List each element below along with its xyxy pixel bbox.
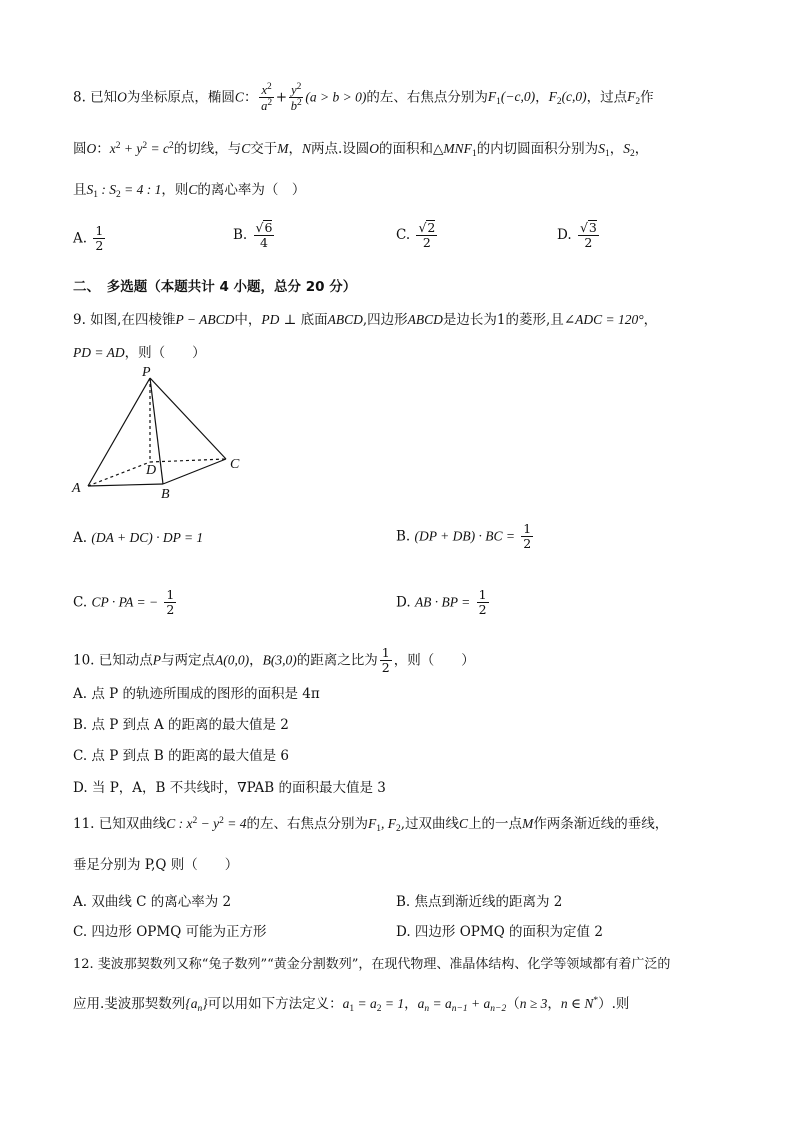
fraction: $\frac{1}{2}$	[166, 587, 175, 618]
edge-bc	[163, 459, 226, 484]
q9-option-a[interactable]	[73, 530, 203, 546]
fraction: $\frac{1}{2}$	[478, 587, 487, 618]
label-c: C	[230, 457, 240, 472]
q8-text: 的面积和	[379, 141, 434, 157]
q10-text: 的距离之比为	[296, 652, 378, 669]
q9-text: ,四边形	[362, 312, 408, 328]
label-p: P	[142, 365, 151, 380]
q8-text: 的切线，与	[173, 141, 242, 157]
q11-option-a[interactable]: A. 双曲线 C 的离心率为 2	[73, 894, 232, 910]
q11-text: 11. 已知双曲线	[73, 816, 167, 832]
q9-option-d[interactable]	[396, 588, 491, 618]
q12-line2: 应用.斐波那契数列$\{a_n\}$可以用如下方法定义：$a_1 = a_2 = 1$，$a_n = a_{n-1} + a_{n-2}(n \ge 3$，n ∈ N*）.则	[73, 996, 630, 1014]
q8-text: 作	[640, 89, 654, 106]
fraction: $\frac{x^2}{a^2}$	[261, 82, 273, 114]
denominator: 2	[422, 235, 431, 251]
q10-text: 与两定点	[161, 652, 216, 669]
label-b: B	[161, 487, 170, 502]
q8-text: 交于	[250, 141, 278, 157]
denominator: 2	[584, 235, 593, 251]
q8-option-a[interactable]	[73, 224, 107, 254]
q12-text: 可以用如下方法定义：	[207, 996, 343, 1012]
q12-line1: 12. 斐波那契数列又称“兔子数列”“黄金分割数列”，在现代物理、准晶体结构、化学等领域都有着广泛的	[73, 957, 671, 972]
option-text: AB · BP =	[414, 594, 471, 610]
q8-text: 的离心率为（ ）	[197, 182, 306, 198]
q8-text: ，则	[161, 182, 189, 198]
q8-line2: 圆O：$x^2 + y^2 = c^2$的切线，与C交于M，N两点.设圆O的面积和$\triangle MNF_1$的内切圆面积分别为$S_1$，$S_2$，	[73, 141, 649, 159]
option-label: B.	[396, 528, 411, 545]
numerator: 1	[95, 223, 104, 238]
q10-option-a[interactable]: A. 点 P 的轨迹所围成的图形的面积是 4π	[73, 686, 320, 702]
option-label: A.	[73, 530, 88, 546]
numerator: 3	[588, 220, 597, 235]
q8-line3: 且$S_1$ : $S_2 = 4$ : 1，则C的离心率为（ ）	[73, 182, 306, 200]
denominator: 2	[95, 238, 104, 254]
q10-option-b[interactable]: B. 点 P 到点 A 的距离的最大值是 2	[73, 717, 289, 733]
q12-text: （	[506, 996, 520, 1012]
q9-text: ，则（ ）	[124, 345, 206, 361]
option-label: D.	[396, 594, 411, 611]
q11-option-c[interactable]: C. 四边形 OPMQ 可能为正方形	[73, 924, 267, 940]
q9-line1: 9. 如图,在四棱锥P − ABCD中，PD ⊥ 底面ABCD,四边形ABCD是边长为1的菱形,且∠ADC = 120°，	[73, 312, 658, 328]
math: O	[117, 89, 127, 105]
section-title: 二、 多选题	[73, 279, 148, 295]
fraction: $\frac{1}{2}$	[523, 521, 532, 552]
option-label: D.	[557, 226, 572, 243]
label-d: D	[146, 463, 157, 478]
q8-line1: 8. 已知O为坐标原点，椭圆C： $\frac{x^2}{a^2}$ + $\frac{y^2}{b^2}$ (a > b > 0)的左、右焦点分别为$F_1(-c,0)$，$F_2(c,0)$，过点$F_2$作	[73, 82, 654, 114]
fraction	[93, 224, 105, 254]
section-heading	[73, 275, 356, 295]
q10-text: 10. 已知动点	[73, 652, 153, 669]
q11-text: 作两条渐近线的垂线，	[533, 816, 669, 832]
q8-option-b[interactable]	[233, 220, 276, 251]
q8-text: 的内切圆面积分别为	[476, 141, 599, 157]
q9-option-b[interactable]	[396, 522, 535, 552]
numerator: 6	[264, 220, 273, 235]
q11-option-d[interactable]: D. 四边形 OPMQ 的面积为定值 2	[396, 924, 603, 940]
fraction: $\frac{√6}{4}$	[255, 220, 273, 251]
pyramid-figure	[68, 364, 258, 504]
edge-pc	[150, 378, 226, 459]
edge-ab	[88, 484, 163, 486]
q8-text: 且	[73, 182, 87, 198]
q11-option-b[interactable]: B. 焦点到渐近线的距离为 2	[396, 894, 563, 910]
q8-text: 为坐标原点，椭圆	[126, 89, 235, 106]
option-text: CP · PA = −	[91, 594, 159, 610]
q8-text: ，过点	[586, 89, 628, 106]
section-subtitle: （本题共计 4 小题，总分 20 分）	[147, 279, 357, 295]
q11-text: 上的一点	[468, 816, 523, 832]
option-text: (DA + DC) · DP = 1	[91, 530, 204, 545]
q11-line2: 垂足分别为 P,Q 则（ ）	[73, 857, 239, 873]
edge-dc	[150, 459, 226, 462]
q12-text: ）.则	[598, 996, 630, 1012]
q9-option-c[interactable]	[73, 588, 178, 618]
numerator: 2	[427, 220, 436, 235]
q8-text: 的左、右焦点分别为	[366, 89, 488, 106]
denominator: 4	[260, 235, 268, 251]
q8-text: 两点.设圆	[311, 141, 370, 157]
option-label: C.	[73, 594, 88, 611]
label-a: A	[72, 481, 81, 496]
q8-text: 圆	[73, 141, 87, 157]
q11-line1: 11. 已知双曲线C : $x^2 - y^2 = 4$的左、右焦点分别为$F_1$, $F_2$,过双曲线C上的一点M作两条渐近线的垂线，	[73, 816, 669, 834]
q9-text: 9. 如图,在四棱锥	[73, 312, 176, 328]
q11-text: 的左、右焦点分别为	[246, 816, 368, 832]
q8-option-c[interactable]	[396, 220, 439, 251]
q12-text: 应用.斐波那契数列	[73, 996, 186, 1012]
q10-option-c[interactable]: C. 点 P 到点 B 的距离的最大值是 6	[73, 748, 289, 764]
q11-text: ,过双曲线	[400, 816, 460, 832]
edge-pa	[88, 378, 150, 486]
option-label: C.	[396, 226, 411, 243]
fraction: $\frac{1}{2}$	[381, 645, 390, 676]
fraction: $\frac{y^2}{b^2}$	[290, 82, 302, 114]
q8-option-d[interactable]	[557, 220, 601, 251]
q10-option-d[interactable]: D. 当 P，A，B 不共线时，∇PAB 的面积最大值是 3	[73, 780, 386, 796]
fraction: $\frac{√2}{2}$	[418, 220, 436, 251]
q9-text: 底面	[300, 312, 328, 328]
math: C	[234, 89, 244, 105]
q10-text: ，则（ ）	[393, 652, 475, 669]
fraction: $\frac{√3}{2}$	[579, 220, 597, 251]
q10-line1: 10. 已知动点P与两定点A(0,0)，B(3,0)的距离之比为 $\frac{1}{2}$ ，则（ ）	[73, 645, 475, 676]
q9-text: 中，	[234, 312, 262, 328]
option-label: B.	[233, 226, 248, 243]
edge-ad	[88, 462, 150, 486]
q9-text: 是边长为1的菱形,且	[442, 312, 564, 328]
option-label: A.	[73, 230, 88, 247]
q9-line2: PD = AD，则（ ）	[73, 345, 206, 361]
q8-text: 8. 已知	[73, 89, 118, 106]
option-text: (DP + DB) · BC =	[414, 528, 515, 544]
